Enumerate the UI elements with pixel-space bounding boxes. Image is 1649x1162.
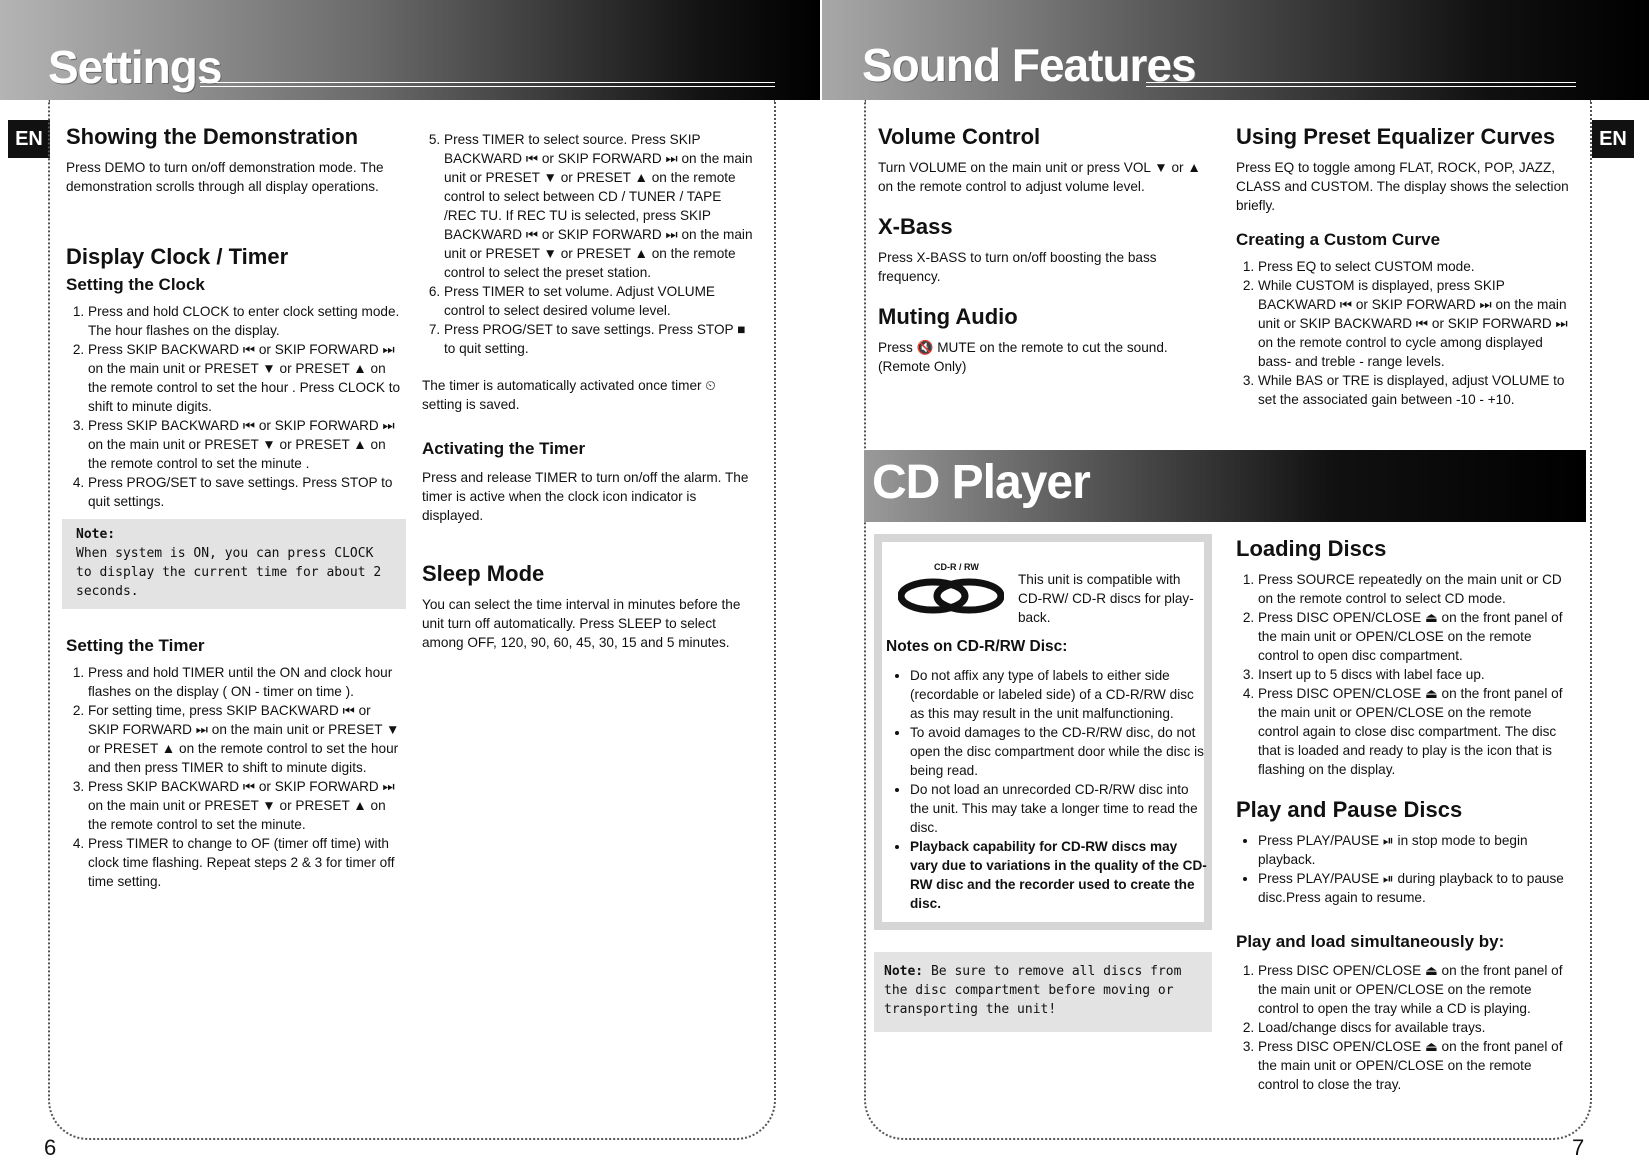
loading-heading: Loading Discs xyxy=(1236,536,1387,561)
right-column-2 xyxy=(1236,124,1576,409)
loading-steps xyxy=(1236,570,1576,779)
cd-rw-logo xyxy=(898,564,1008,614)
list-item: 2. Load/change discs for available trays. xyxy=(1258,1018,1576,1037)
list-item: 3. Insert up to 5 discs with label face up. xyxy=(1258,665,1576,684)
list-item: 2. Press DISC OPEN/CLOSE ⏏ on the front panel of the main unit or OPEN/CLOSE on the remote control to open disc compartment. xyxy=(1258,608,1576,665)
list-item: 7. Press PROG/SET to save settings. Press STOP ■ to quit setting. xyxy=(444,320,756,358)
sleep-text: You can select the time interval in minutes before the unit turn off automatically. Press SLEEP to select among OFF, 120, 90, 60, 45, 30, 15 and 5 minutes. xyxy=(422,597,741,650)
cd-notes-heading: Notes on CD-R/RW Disc: xyxy=(886,638,1068,655)
left-column-2 xyxy=(422,130,756,652)
muting-heading: Muting Audio xyxy=(878,304,1018,329)
cd-logo-icon xyxy=(898,576,1004,616)
list-item: 3. Press SKIP BACKWARD ⏮ or SKIP FORWARD ⏭ on the main unit or PRESET ▼ or PRESET ▲ on the remote control to set the minute. xyxy=(88,777,402,834)
page-number: 6 xyxy=(44,1135,57,1160)
cd-notes-list xyxy=(886,666,1208,913)
note-label: Note: xyxy=(76,527,116,542)
title-underline xyxy=(200,82,775,87)
eq-heading: Using Preset Equalizer Curves xyxy=(1236,124,1556,149)
list-item: 1. Press and hold TIMER until the ON and clock hour flashes on the display ( ON - timer on time ). xyxy=(88,663,402,701)
demo-heading: Showing the Demonstration xyxy=(66,124,359,149)
timer-steps xyxy=(66,663,402,891)
timer-steps-continued xyxy=(422,130,756,358)
play-heading: Play and Pause Discs xyxy=(1236,797,1463,822)
list-item: 1. Press DISC OPEN/CLOSE ⏏ on the front panel of the main unit or OPEN/CLOSE on the remote control to open the tray while a CD is playing. xyxy=(1258,961,1576,1018)
xbass-text: Press X-BASS to turn on/off boosting the bass frequency. xyxy=(878,250,1157,284)
list-item: 4. Press DISC OPEN/CLOSE ⏏ on the front panel of the main unit or OPEN/CLOSE on the remote control again to close disc compartment. The disc that is loaded and ready to play is the icon that is flashing on the display. xyxy=(1258,684,1576,779)
cd-notes-box xyxy=(874,534,1212,930)
setting-clock-subheading: Setting the Clock xyxy=(66,275,205,294)
clock-note xyxy=(62,519,406,609)
list-item: 1. Press and hold CLOCK to enter clock setting mode. The hour flashes on the display. xyxy=(88,302,402,340)
list-item: 3. Press SKIP BACKWARD ⏮ or SKIP FORWARD ⏭ on the main unit or PRESET ▼ or PRESET ▲ on the remote control to set the minute . xyxy=(88,416,402,473)
play-list xyxy=(1236,831,1576,907)
title-underline xyxy=(1146,82,1576,87)
list-item: 4. Press PROG/SET to save settings. Press STOP to quit settings. xyxy=(88,473,402,511)
list-item: 2. Press SKIP BACKWARD ⏮ or SKIP FORWARD ⏭ on the main unit or PRESET ▼ or PRESET ▲ on the remote control to set the hour . Press CLOCK to shift to minute digits. xyxy=(88,340,402,416)
list-item: • Press PLAY/PAUSE ⏯ in stop mode to begin playback. xyxy=(1258,831,1576,869)
list-item: 5. Press TIMER to select source. Press SKIP BACKWARD ⏮ or SKIP FORWARD ⏭ on the main unit or PRESET ▼ or PRESET ▲ on the remote control to select between CD / TUNER / TAPE /REC TU. If REC TU is selected, press SKIP BACKWARD ⏮ or SKIP FORWARD ⏭ on the main unit or PRESET ▼ or PRESET ▲ on the remote control to select the preset station. xyxy=(444,130,756,282)
muting-text: Press 🔇 MUTE on the remote to cut the sound. (Remote Only) xyxy=(878,340,1168,374)
setting-timer-subheading: Setting the Timer xyxy=(66,636,205,655)
clock-steps xyxy=(66,302,402,511)
list-item: 3. While BAS or TRE is displayed, adjust VOLUME to set the associated gain between -10 - +10. xyxy=(1258,371,1576,409)
page-number: 7 xyxy=(1572,1135,1585,1160)
page-title-settings: Settings xyxy=(48,41,222,93)
simul-steps xyxy=(1236,961,1576,1094)
sleep-heading: Sleep Mode xyxy=(422,561,545,586)
volume-text: Turn VOLUME on the main unit or press VOL ▼ or ▲ on the remote control to adjust volume level. xyxy=(878,160,1201,194)
list-item: 1. Press SOURCE repeatedly on the main unit or CD on the remote control to select CD mode. xyxy=(1258,570,1576,608)
compat-text: This unit is compatible with CD-RW/ CD-R discs for play-back. xyxy=(1018,572,1194,625)
cd-transport-note xyxy=(874,952,1212,1032)
custom-curve-subheading: Creating a Custom Curve xyxy=(1236,230,1441,249)
note-text: Be sure to remove all discs from the disc compartment before moving or transporting the unit! xyxy=(884,964,1182,1017)
xbass-heading: X-Bass xyxy=(878,214,953,239)
cd-notes-inner xyxy=(882,542,1207,922)
clock-heading: Display Clock / Timer xyxy=(66,244,289,269)
note-label: Note: xyxy=(884,964,924,979)
left-column-1 xyxy=(66,124,402,891)
list-item: 3. Press DISC OPEN/CLOSE ⏏ on the front panel of the main unit or OPEN/CLOSE on the remote control to close the tray. xyxy=(1258,1037,1576,1094)
list-item: • Playback capability for CD-RW discs may vary due to variations in the quality of the CD-RW disc and the recorder used to create the disc. xyxy=(910,837,1208,913)
volume-heading: Volume Control xyxy=(878,124,1041,149)
list-item: • Do not load an unrecorded CD-R/RW disc into the unit. This may take a longer time to read the disc. xyxy=(910,780,1208,837)
list-item: 6. Press TIMER to set volume. Adjust VOLUME control to select desired volume level. xyxy=(444,282,756,320)
cd-player-title: CD Player xyxy=(872,456,1090,509)
list-item: • To avoid damages to the CD-R/RW disc, do not open the disc compartment door while the disc is being read. xyxy=(910,723,1208,780)
list-item: 2. While CUSTOM is displayed, press SKIP BACKWARD ⏮ or SKIP FORWARD ⏭ on the main unit or SKIP BACKWARD ⏮ or SKIP FORWARD ⏭ on the remote control to cycle among displayed bass- and treble - range levels. xyxy=(1258,276,1576,371)
page-title-sound-features: Sound Features xyxy=(862,39,1196,91)
activating-heading: Activating the Timer xyxy=(422,439,586,458)
custom-curve-steps xyxy=(1236,257,1576,409)
lang-tag: EN xyxy=(8,120,50,158)
demo-text: Press DEMO to turn on/off demonstration mode. The demonstration scrolls through all display operations. xyxy=(66,160,384,194)
list-item: • Do not affix any type of labels to either side (recordable or labeled side) of a CD-R/RW disc as this may result in the unit malfunctioning. xyxy=(910,666,1208,723)
list-item: • Press PLAY/PAUSE ⏯ during playback to to pause disc.Press again to resume. xyxy=(1258,869,1576,907)
cd-right-column xyxy=(1236,536,1576,1094)
list-item: 2. For setting time, press SKIP BACKWARD ⏮ or SKIP FORWARD ⏭ on the main unit or PRESET ▼ or PRESET ▲ on the remote control to set the hour and then press TIMER to shift to minute digits. xyxy=(88,701,402,777)
lang-tag: EN xyxy=(1592,120,1634,158)
list-item: 1. Press EQ to select CUSTOM mode. xyxy=(1258,257,1576,276)
note-text: When system is ON, you can press CLOCK to display the current time for about 2 seconds. xyxy=(76,546,382,599)
right-column-1 xyxy=(878,124,1208,376)
activating-text: Press and release TIMER to turn on/off the alarm. The timer is active when the clock icon indicator is displayed. xyxy=(422,470,749,523)
simul-heading: Play and load simultaneously by: xyxy=(1236,932,1505,951)
timer-auto-text: The timer is automatically activated once timer ⏲ setting is saved. xyxy=(422,378,716,412)
eq-text: Press EQ to toggle among FLAT, ROCK, POP, JAZZ, CLASS and CUSTOM. The display shows the selection briefly. xyxy=(1236,160,1569,213)
list-item: 4. Press TIMER to change to OF (timer off time) with clock time flashing. Repeat steps 2 & 3 for timer off time setting. xyxy=(88,834,402,891)
logo-text: CD-R / RW xyxy=(934,562,979,572)
